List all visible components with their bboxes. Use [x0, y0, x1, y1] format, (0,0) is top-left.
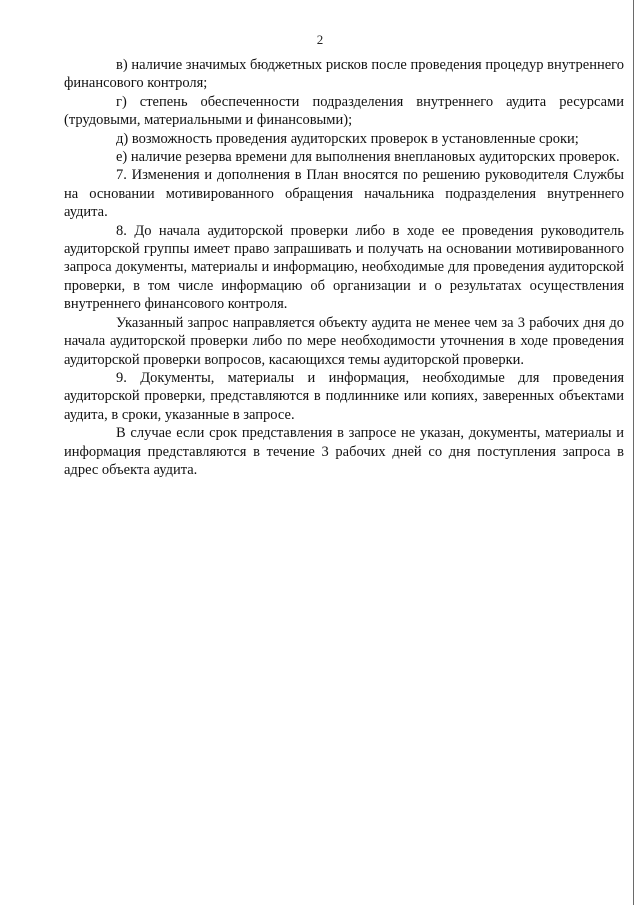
paragraph-item-v: в) наличие значимых бюджетных рисков после проведения процедур внутреннего финансового контроля; — [64, 57, 624, 92]
page-number: 2 — [316, 32, 324, 47]
paragraph-clause-8: 8. До начала аудиторской проверки либо в ходе ее проведения руководитель аудиторской группы имеет право запрашивать и получать на основании мотивированного запроса документы, материалы и информацию, необходимые для проведения аудиторской проверки, в том числе информацию об организации и о результатах осуществления внутреннего финансового контроля. — [64, 222, 624, 313]
paragraph-item-d: д) возможность проведения аудиторских проверок в установленные сроки; — [116, 130, 579, 147]
paragraph-clause-9: 9. Документы, материалы и информация, необходимые для проведения аудиторской проверки, представляются в подлиннике или копиях, заверенных объектами аудита, в сроки, указанные в запросе. — [64, 369, 624, 423]
paragraph-item-g: г) степень обеспеченности подразделения внутреннего аудита ресурсами (трудовыми, материальными и финансовыми); — [64, 93, 624, 129]
paragraph-request-deadline: Указанный запрос направляется объекту аудита не менее чем за 3 рабочих дня до начала аудиторской проверки либо по мере необходимости уточнения в ходе проведения аудиторской проверки вопросов, касающихся темы аудиторской проверки. — [64, 314, 624, 368]
page-edge-line — [633, 0, 634, 905]
paragraph-item-e: е) наличие резерва времени для выполнения внеплановых аудиторских проверок. — [116, 149, 620, 166]
paragraph-clause-7: 7. Изменения и дополнения в План вносятся по решению руководителя Службы на основании мотивированного обращения начальника подразделения внутреннего аудита. — [64, 167, 624, 221]
paragraph-default-term: В случае если срок представления в запросе не указан, документы, материалы и информация представляются в течение 3 рабочих дней со дня поступления запроса в адрес объекта аудита. — [64, 425, 624, 478]
document-body — [64, 56, 624, 479]
